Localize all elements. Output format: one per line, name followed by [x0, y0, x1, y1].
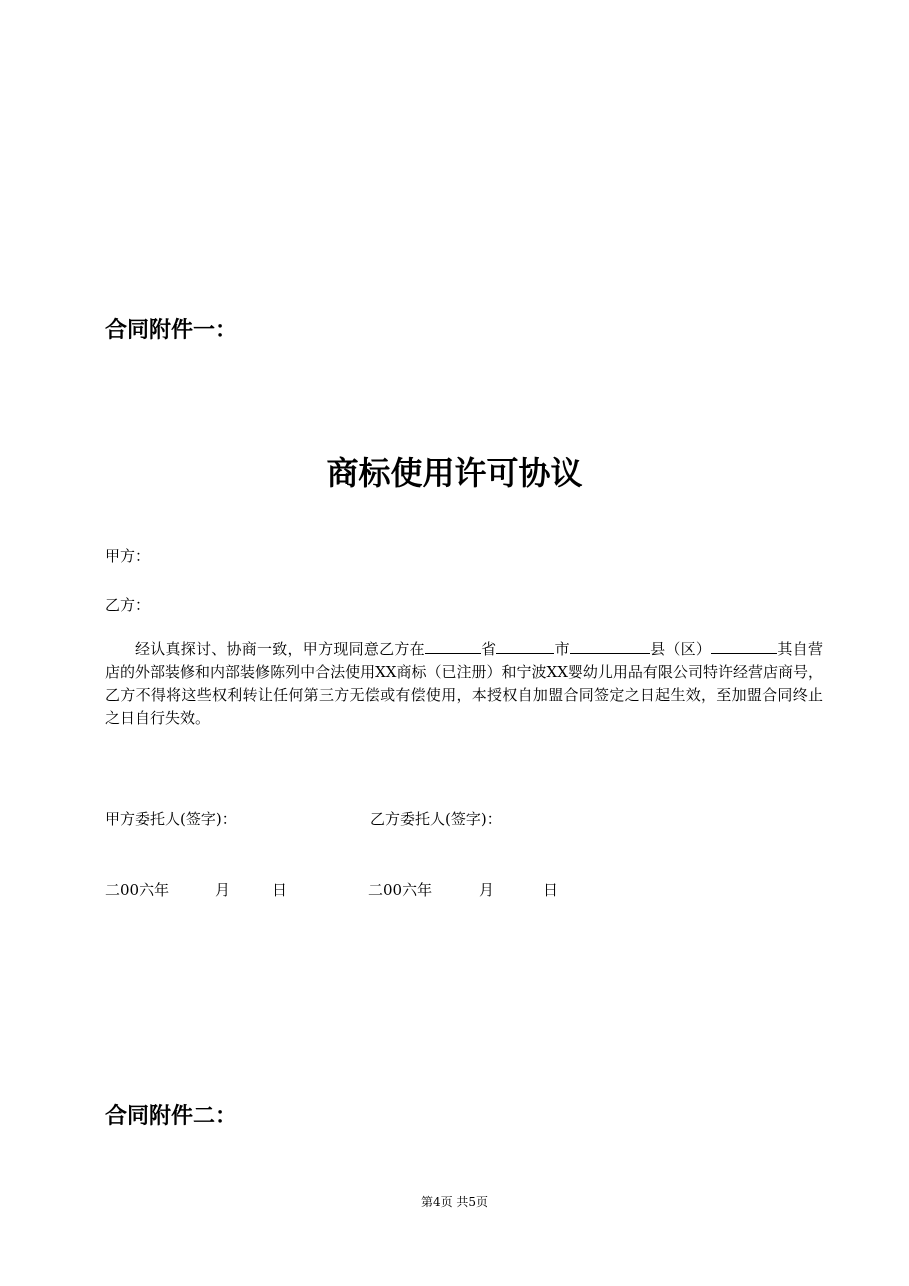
body-text-terms: 其自营店的外部装修和内部装修陈列中合法使用XX商标（已注册）和宁波XX婴幼儿用品有限公司特许经营店商号，乙方不得将这些权利转让任何第三方无偿或有偿使用，本授权自加盟合同签定之日起生效，至加盟合同终止之日自行失效。: [105, 640, 823, 727]
party-a-date-year: 二00六年: [105, 881, 170, 899]
county-label: 县（区）: [649, 640, 712, 658]
district-blank: [711, 639, 777, 654]
party-b-label: 乙方：: [105, 596, 151, 614]
party-b-signer-label: 乙方委托人(签字)：: [370, 810, 502, 828]
party-b-date-day: 日: [543, 881, 559, 899]
party-b-date-month: 月: [479, 881, 495, 899]
page-footer: 第4页 共5页: [420, 1195, 489, 1209]
county-blank: [570, 639, 650, 654]
appendix-one-heading: 合同附件一：: [105, 318, 238, 343]
agreement-title: 商标使用许可协议: [326, 454, 583, 492]
party-a-date-day: 日: [272, 881, 288, 899]
city-blank: [496, 639, 554, 654]
body-text-intro: 经认真探讨、协商一致，甲方现同意乙方在: [135, 640, 425, 658]
province-blank: [425, 639, 481, 654]
party-a-signer-label: 甲方委托人(签字)：: [105, 810, 237, 828]
province-label: 省: [480, 640, 497, 658]
party-b-date-year: 二00六年: [368, 881, 433, 899]
party-a-label: 甲方：: [105, 547, 151, 565]
agreement-body-paragraph: [105, 638, 823, 730]
city-label: 市: [554, 640, 570, 658]
party-a-date-month: 月: [215, 881, 231, 899]
appendix-two-heading: 合同附件二：: [105, 1104, 238, 1129]
